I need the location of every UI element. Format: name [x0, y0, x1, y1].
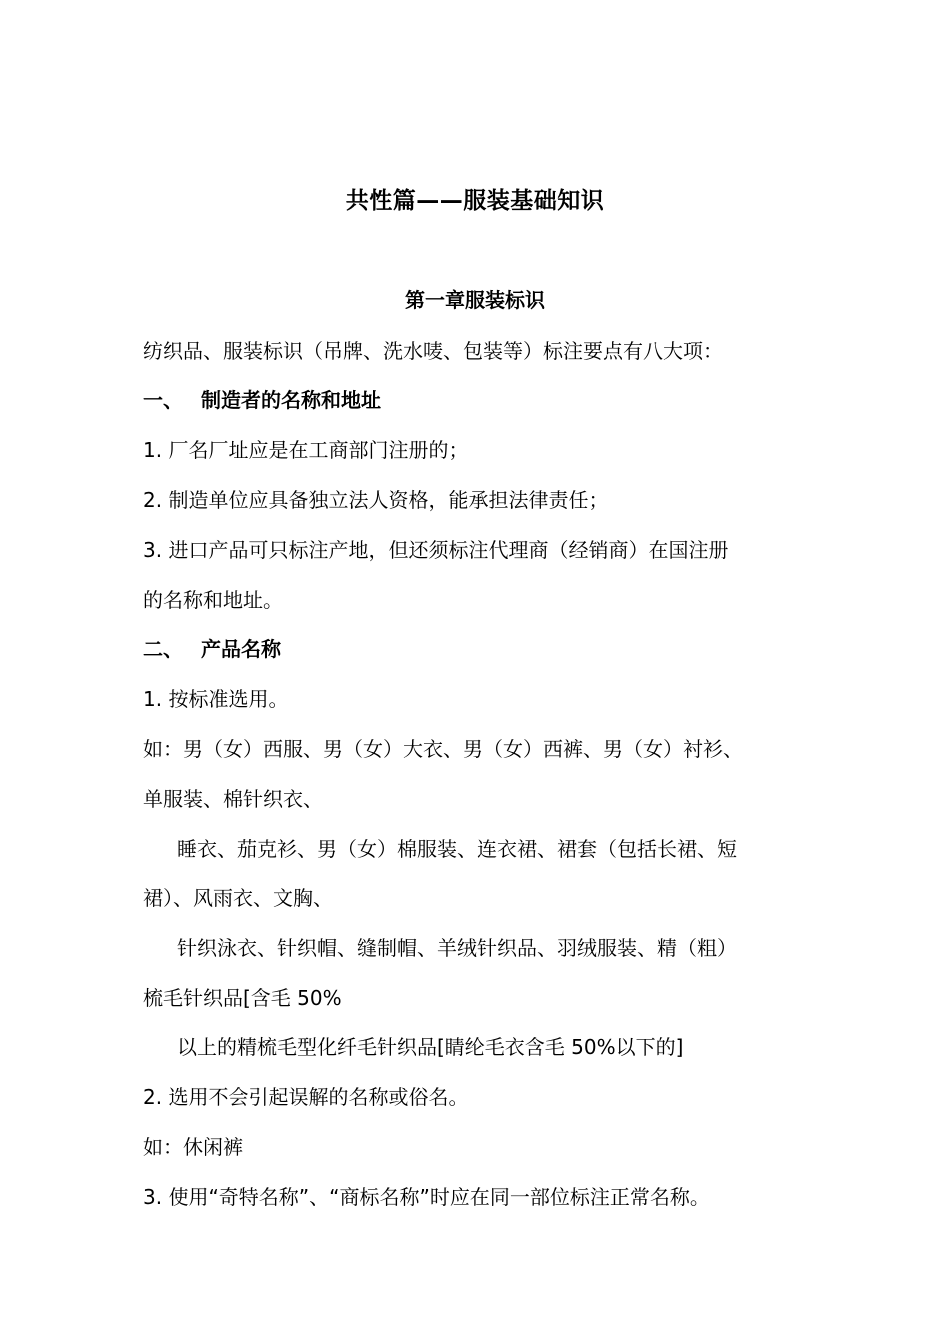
section2-item-1: 1. 按标准选用。 — [143, 687, 289, 711]
section1-item-2: 2. 制造单位应具备独立法人资格，能承担法律责任； — [143, 488, 609, 512]
section-number-2: 二、 — [143, 637, 183, 661]
section2-example-1-line1: 如：男（女）西服、男（女）大衣、男（女）西裤、男（女）衬衫、 — [143, 737, 743, 761]
section2-item-2: 2. 选用不会引起误解的名称或俗名。 — [143, 1085, 469, 1109]
section2-example-1-line5: 针织泳衣、针织帽、缝制帽、羊绒针织品、羽绒服装、精（粗） — [177, 936, 737, 960]
section-heading-2-text: 产品名称 — [201, 637, 281, 661]
section1-item-3-line2: 的名称和地址。 — [143, 588, 283, 612]
section2-example-1-line6: 梳毛针织品[含毛 50% — [143, 986, 342, 1010]
section-number-1: 一、 — [143, 388, 183, 412]
section1-item-1: 1. 厂名厂址应是在工商部门注册的； — [143, 438, 469, 462]
section2-example-1-line2: 单服装、棉针织衣、 — [143, 787, 323, 811]
section2-example-1-line3: 睡衣、茄克衫、男（女）棉服装、连衣裙、裙套（包括长裙、短 — [177, 837, 737, 861]
section-heading-1 — [143, 384, 381, 416]
intro-paragraph: 纺织品、服装标识（吊牌、洗水唛、包装等）标注要点有八大项： — [143, 339, 723, 363]
section1-item-3-line1: 3. 进口产品可只标注产地，但还须标注代理商（经销商）在国注册 — [143, 538, 729, 562]
chapter-title: 第一章服装标识 — [405, 288, 545, 312]
section-heading-1-text: 制造者的名称和地址 — [201, 388, 381, 412]
document-title: 共性篇——服装基础知识 — [345, 188, 605, 214]
section-heading-2 — [143, 633, 281, 665]
section2-example-1-line4: 裙）、风雨衣、文胸、 — [143, 886, 333, 910]
section2-item-3: 3. 使用“奇特名称”、“商标名称”时应在同一部位标注正常名称。 — [143, 1185, 710, 1209]
section2-example-1-line7: 以上的精梳毛型化纤毛针织品[睛纶毛衣含毛 50%以下的] — [177, 1035, 684, 1059]
section2-example-2: 如：休闲裤 — [143, 1135, 243, 1159]
